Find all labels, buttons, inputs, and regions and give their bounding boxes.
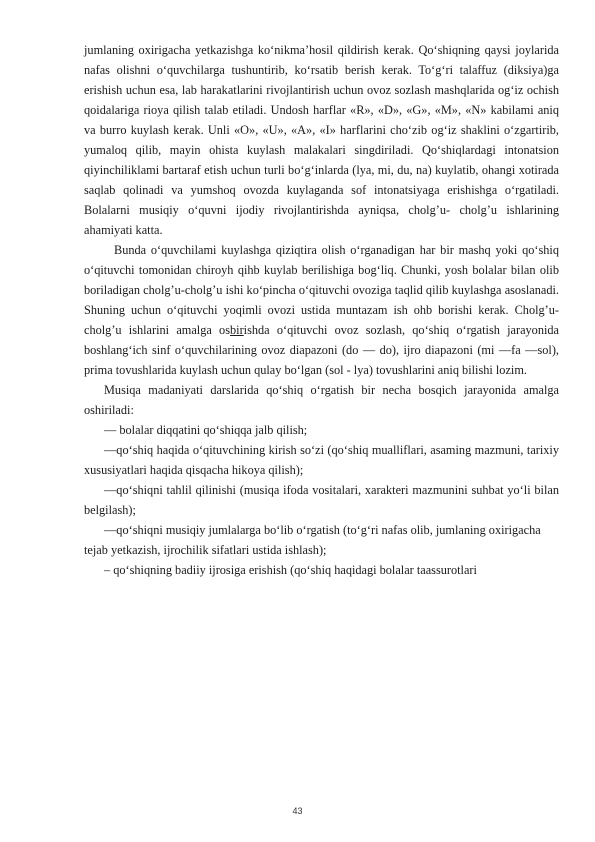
list-item-intro-word: —qo‘shiq haqida o‘qituvchining kirish so‘zi (qo‘shiq mualliflari, asaming mazmuni, tarixiy xususiyatlari haqida qisqacha hikoya qilish); [84, 443, 559, 477]
document-body [84, 40, 559, 580]
paragraph-breathing-diction: jumlaning oxirigacha yetkazishga ko‘nikma’hosil qildirish kerak. Qo‘shiqning qaysi joylarida nafas olishni o‘quvchilarga tushuntirib, ko‘rsatib berish kerak. To‘g‘ri talaffuz (diksiya)ga erishish uchun esa, lab harakatlarini rivojlantirish uchun ovoz sozlash mashqlarida og‘iz ochish qoidalariga rioya qilish talab etiladi. Undosh harflar «R», «D», «G», «M», «N» kabilami aniq va burro kuylash kerak. Unli «O», «U», «A», «I» harflarini cho‘zib og‘iz shaklini o‘zgartirib, yumaloq qilib, mayin ohista kuylash malakalari singdiriladi. Qo‘shiqlardagi intonatsion qiyinchiliklami bartaraf etish uchun turli bo‘g‘inlarda (lya, mi, du, na) kuylatib, ohangi xotirada saqlab qolinadi va yumshoq ovozda kuylaganda sof intonatsiyaga erishishga o‘rgatiladi. Bolalarni musiqiy o‘quvni ijodiy rivojlantirishda ayniqsa, cholg’u- cholg’u ishlarining ahamiyati katta. [84, 43, 559, 237]
paragraph-teacher-voice-part-2: ishda o‘qituvchi ovoz sozlash, qo‘shiq o‘rgatish jarayonida boshlang‘ich sinf o‘quvchilarining ovoz diapazoni (do — do), ijro diapazoni (mi —fa —sol), prima tovushlarida kuylash uchun qulay bo‘lgan (sol - lya) tovushlarini aniq bilishi lozim. [84, 323, 559, 377]
page-number: 43 [292, 806, 303, 816]
paragraph-stages-intro: Musiqa madaniyati darslarida qo‘shiq o‘rgatish bir necha bosqich jarayonida amalga oshiriladi: [84, 383, 559, 417]
paragraph-teacher-voice [84, 240, 559, 380]
list-item-analysis: —qo‘shiqni tahlil qilinishi (musiqa ifoda vositalari, xarakteri mazmunini suhbat yo‘li bilan belgilash); [84, 483, 559, 517]
list-item-phrases: —qo‘shiqni musiqiy jumlalarga bo‘lib o‘rgatish (to‘g‘ri nafas olib, jumlaning oxirigacha tejab yetkazish, ijrochilik sifatlari ustida ishlash); [84, 523, 541, 557]
list-item-attention: — bolalar diqqatini qo‘shiqqa jalb qilish; [104, 423, 308, 437]
list-item-artistic-performance: – qo‘shiqning badiiy ijrosiga erishish (qo‘shiq haqidagi bolalar taassurotlari [104, 563, 477, 577]
underlined-text: bir [230, 323, 244, 337]
paragraph-teacher-voice-part-1: Bunda o‘quvchilami kuylashga qiziqtira olish o‘rganadigan har bir mashq yoki qo‘shiq o‘qituvchi tomonidan chiroyh qihb kuylab berilishiga bog‘liq. Chunki, yosh bolalar bilan olib boriladigan cholg’u-cholg’u ishi ko‘pincha o‘qituvchi ovoziga taqlid qilib kuylashga asoslanadi. Shuning uchun o‘qituvchi yoqimli ovozi ustida muntazam ish ohb borishi kerak. Cholg’u-cholg’u ishlarini amalga os [84, 243, 559, 337]
